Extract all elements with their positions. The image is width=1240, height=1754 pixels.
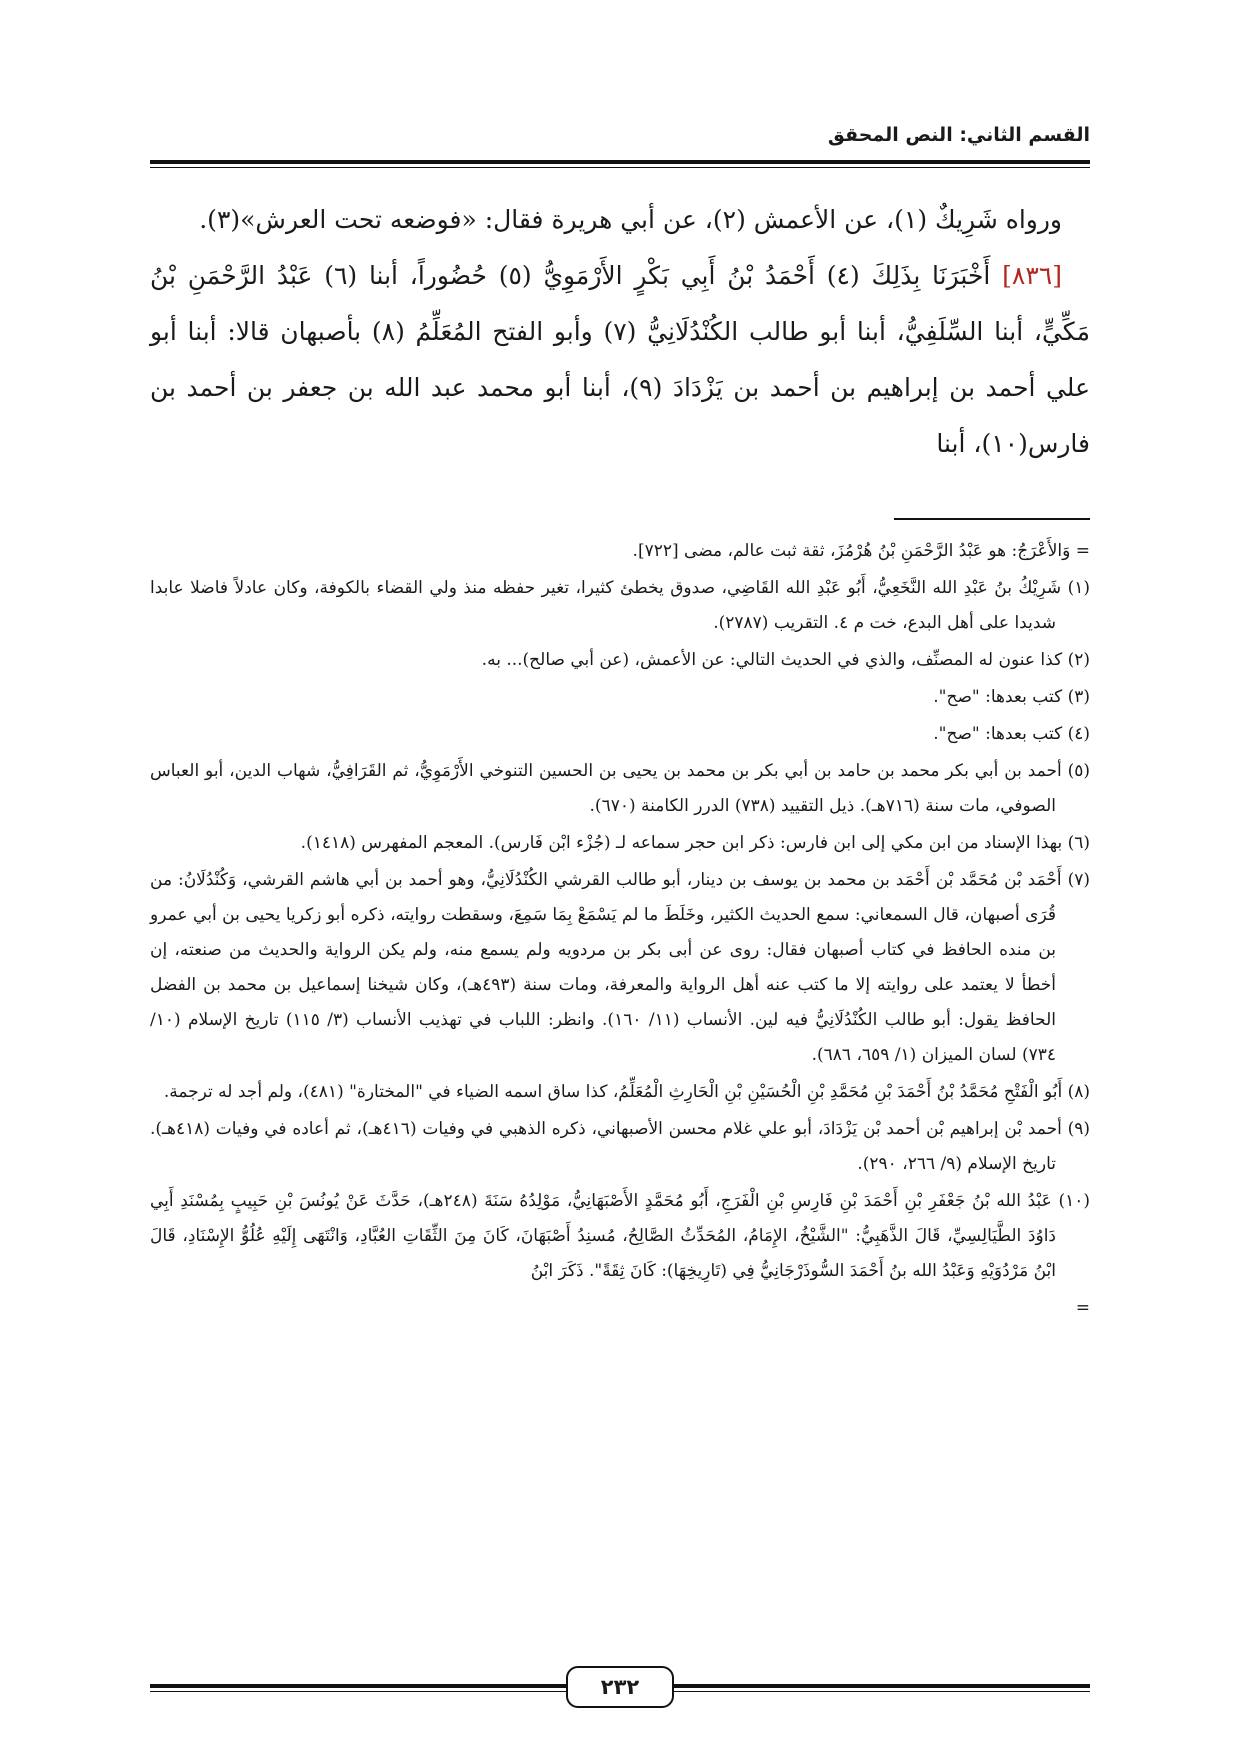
header-rule-thin — [150, 167, 1090, 168]
main-paragraph-1: ورواه شَرِيكٌ (١)، عن الأعمش (٢)، عن أبي هريرة فقال: «فوضعه تحت العرش»(٣). — [199, 205, 1062, 234]
footnote-7: (٧) أَحْمَد بْن مُحَمَّد بْن أَحْمَد بن محمد بن يوسف بن دينار، أبو طالب القرشي الكُنْدُلَانِيُّ، وهو أحمد بن أبي هاشم القرشي، وَكُنْدُلَانُ: من قُرَى أصبهان، قال السمعاني: سمع الحديث الكثير، وخَلَطَ ما لم يَسْمَعْ بِمَا سَمِعَ، وسقطت روايته، ذكره أبو زكريا يحيى بن أبي عمرو بن منده الحافظ في كتاب أصبهان فقال: روى عن أبى بكر بن مردويه ولم يسمع منه، ولم يكن الرواية والحديث من صنعته، إن أخطأ لا يعتمد على روايته إلا ما كتب عنه أهل الرواية والمعرفة، ومات سنة (٤٩٣هـ)، وكان شيخنا إسماعيل بن محمد بن الفضل الحافظ يقول: أبو طالب الكُنْدُلَانِيُّ فيه لين. الأنساب (١١/ ١٦٠). وانظر: اللباب في تهذيب الأنساب (٣/ ١١٥) تاريخ الإسلام (١٠/ ٧٣٤) لسان الميزان (١/ ٦٥٩، ٦٨٦). — [150, 870, 1090, 1065]
page-header-title: القسم الثاني: النص المحقق — [827, 124, 1090, 146]
main-text — [150, 192, 1090, 472]
footnote-separator — [894, 518, 1090, 520]
page-number: ٢٣٢ — [566, 1666, 674, 1708]
footnote-5: (٥) أحمد بن أبي بكر محمد بن حامد بن أبي بكر بن محمد بن يحيى بن الحسين التنوخي الأَرْمَوِيُّ، ثم القَرَافِيُّ، شهاب الدين، أبو العباس الصوفي، مات سنة (٧١٦هـ). ذيل التقييد (٧٣٨) الدرر الكامنة (٦٧٠). — [150, 761, 1090, 816]
footnote-10: (١٠) عَبْدُ الله بْنُ جَعْفَرِ بْنِ أَحْمَدَ بْنِ فَارِسِ بْنِ الْفَرَجِ، أَبُو مُحَمَّدٍ الأَصْبَهَانِيُّ، مَوْلِدُهُ سَنَةَ (٢٤٨هـ)، حَدَّثَ عَنْ يُونُسَ بْنِ حَبِيبٍ بِمُسْنَدِ أَبِي دَاوُدَ الطَّيَالِسِيِّ، قَالَ الذَّهَبِيُّ: "الشَّيْخُ، الإِمَامُ، المُحَدِّثُ الصَّالِحُ، مُسنِدُ أَصْبَهَانَ، كَانَ مِنَ الثِّقَاتِ العُبَّادِ، وَانْتَهَى إِلَيْهِ عُلُوُّ الإِسْنَادِ، قَالَ ابْنُ مَرْدُوَيْهِ وَعَبْدُ الله بنُ أَحْمَدَ السُّوذَرْجَانِيُّ فِي (تَارِيخِهَا): كَانَ ثِقَةً". ذَكَرَ ابْنُ — [150, 1191, 1090, 1281]
footnotes — [150, 534, 1090, 1328]
footnote-1: (١) شَرِيْكُ بنُ عَبْدِ الله النَّخَعِيُّ، أَبُو عَبْدِ الله القَاضِي، صدوق يخطئ كثيرا، تغير حفظه منذ ولي القضاء بالكوفة، وكان عادلاً فاضلا عابدا شديدا على أهل البدع، خت م ٤. التقريب (٢٧٨٧). — [150, 578, 1090, 633]
footnote-2: (٢) كذا عنون له المصنِّف، والذي في الحديث التالي: عن الأعمش، (عن أبي صالح)... به. — [481, 650, 1090, 670]
footnote-9: (٩) أحمد بْن إبراهيم بْن أحمد بْن يَزْدَادَ، أبو علي غلام محسن الأصبهاني، ذكره الذهبي في وفيات (٤١٦هـ)، ثم أعاده في وفيات (٤١٨هـ). تاريخ الإسلام (٩/ ٢٦٦، ٢٩٠). — [150, 1119, 1091, 1174]
footnote-carryover: = وَالأَعْرَجُ: هو عَبْدُ الرَّحْمَنِ بْنُ هُرْمُزَ، ثقة ثبت عالم، مضى [٧٢٢]. — [632, 541, 1090, 561]
footnote-6: (٦) بهذا الإسناد من ابن مكي إلى ابن فارس: ذكر ابن حجر سماعه لـ (جُزْء ابْن فَارس). المعجم المفهرس (١٤١٨). — [300, 833, 1090, 853]
hadith-number: [٨٣٦] — [1002, 261, 1062, 290]
footnote-8: (٨) أَبُو الْفَتْحِ مُحَمَّدُ بْنُ أَحْمَدَ بْنِ مُحَمَّدِ بْنِ الْحُسَيْنِ بْنِ الْحَارِثِ الْمُعَلِّمُ، كذا ساق اسمه الضياء في "المختارة" (٤٨١)، ولم أجد له ترجمة. — [163, 1082, 1090, 1102]
main-paragraph-2-text: أَخْبَرَنَا بِذَلِكَ (٤) أَحْمَدُ بْنُ أَبِي بَكْرٍ الأَرْمَوِيُّ (٥) حُضُوراً، أبنا (٦) عَبْدُ الرَّحْمَنِ بْنُ مَكِّيٍّ، أبنا السِّلَفِيُّ، أبنا أبو طالب الكُنْدُلَانِيُّ (٧) وأبو الفتح المُعَلِّمُ (٨) بأصبهان قالا: أبنا أبو علي أحمد بن إبراهيم بن أحمد بن يَزْدَادَ (٩)، أبنا أبو محمد عبد الله بن جعفر بن أحمد بن فارس(١٠)، أبنا — [150, 261, 1090, 458]
footnote-continuation-mark: = — [1075, 1298, 1090, 1318]
footnote-4: (٤) كتب بعدها: "صح". — [933, 724, 1090, 744]
header-rule-thick — [150, 160, 1090, 164]
main-paragraph-2 — [150, 248, 1090, 472]
footnote-3: (٣) كتب بعدها: "صح". — [933, 687, 1090, 707]
